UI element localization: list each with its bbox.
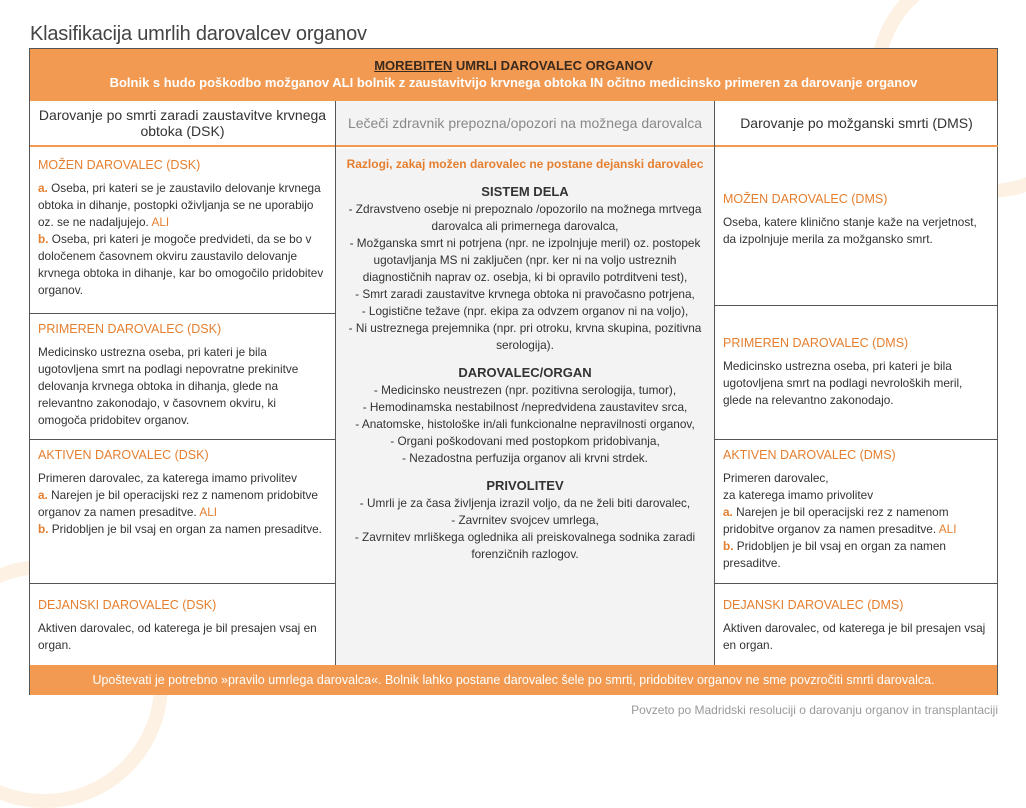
table-header	[30, 49, 997, 101]
list-item: - Zavrnitev svojcev umrlega,	[451, 513, 599, 527]
row-divider	[30, 439, 335, 440]
label-b: b.	[723, 539, 734, 553]
dsk-mozen-b-text: Oseba, pri kateri je mogoče predvideti, da se bo v določenem časovnem okviru zaustavilo delovanje krvnega obtoka in dihanje, kar bo omogočilo pridobitev organov.	[38, 232, 324, 297]
source-note: Povzeto po Madridski resoluciji o darovanju organov in transplantaciji	[631, 703, 998, 717]
dms-mozen-text: Oseba, katere klinično stanje kaže na verjetnost, da izpolnjuje merila za možgansko smrt.	[723, 215, 977, 246]
dms-primeren-title: PRIMEREN DAROVALEC (DMS)	[723, 336, 909, 350]
list-item: - Medicinsko neustrezen (npr. pozitivna serologija, tumor),	[373, 383, 677, 397]
classification-table	[29, 48, 998, 695]
dsk-mozen-text	[38, 180, 327, 299]
footer-note: Upoštevati je potrebno »pravilo umrlega darovalca«. Bolnik lahko postane darovalec šele po smrti, pridobitev organov ne sme povzročiti smrti darovalca.	[30, 665, 997, 695]
ali-label: ALI	[936, 522, 957, 536]
dsk-dejanski-cell	[30, 597, 335, 654]
dms-dejanski-title: DEJANSKI DAROVALEC (DMS)	[723, 598, 904, 612]
dsk-aktiven-a-text: Narejen je bil operacijski rez z namenom pridobitve organov za namen presaditve.	[38, 488, 318, 519]
column-header-dms: Darovanje po možganski smrti (DMS)	[715, 101, 998, 147]
dsk-aktiven-text	[38, 470, 327, 538]
dsk-aktiven-intro: Primeren darovalec, za katerega imamo privolitev	[38, 471, 297, 485]
dms-mozen-title: MOŽEN DAROVALEC (DMS)	[723, 192, 888, 206]
label-a: a.	[723, 505, 733, 519]
row-divider	[715, 439, 998, 440]
ali-label: ALI	[196, 505, 218, 519]
label-b: b.	[38, 232, 49, 246]
dsk-mozen-a-text: Oseba, pri kateri se je zaustavilo delovanje krvnega obtoka in dihanje, postopki oživljanja se ne uporabijo oz. se ne nadaljujejo.	[38, 181, 321, 229]
dms-aktiven-intro1: Primeren darovalec,	[723, 471, 829, 485]
header-title-underlined: MOREBITEN	[374, 58, 453, 73]
header-title	[30, 58, 997, 73]
list-item: - Umrli je za časa življenja izrazil voljo, da ne želi biti darovalec,	[359, 496, 691, 510]
column-header-middle: Lečeči zdravnik prepozna/opozori na možnega darovalca	[336, 101, 714, 147]
row-divider	[30, 313, 335, 314]
dms-dejanski-text: Aktiven darovalec, od katerega je bil presajen vsaj en organ.	[723, 621, 986, 652]
list-item: - Zdravstveno osebje ni prepoznalo /opozorilo na možnega mrtvega darovalca ali primernega darovalca,	[348, 202, 702, 233]
dsk-aktiven-title: AKTIVEN DAROVALEC (DSK)	[38, 448, 209, 462]
column-header-dsk: Darovanje po smrti zaradi zaustavitve krvnega obtoka (DSK)	[30, 101, 335, 147]
dsk-primeren-title: PRIMEREN DAROVALEC (DSK)	[38, 322, 222, 336]
dms-primeren-cell	[715, 335, 998, 409]
label-b: b.	[38, 522, 49, 536]
section-title-darovalec-organ: DAROVALEC/ORGAN	[458, 365, 592, 380]
ali-label: ALI	[148, 215, 170, 229]
section-title-sistem-dela: SISTEM DELA	[481, 184, 569, 199]
dsk-primeren-text: Medicinsko ustrezna oseba, pri kateri je bila ugotovljena smrt na podlagi nepovratne prekinitve delovanja krvnega obtoka in dihanja, glede na relevantno zakonodajo, v časovnem okviru, ki omogoča pridobitev organov.	[38, 345, 299, 427]
reasons-panel	[336, 149, 714, 665]
label-a: a.	[38, 181, 48, 195]
list-item: - Smrt zaradi zaustavitve krvnega obtoka ni pravočasno potrjena,	[355, 287, 695, 301]
list-item: - Zavrnitev mrliškega oglednika ali preiskovalnega sodnika zaradi forenzičnih razlogov.	[354, 530, 696, 561]
dsk-dejanski-text: Aktiven darovalec, od katerega je bil presajen vsaj en organ.	[38, 621, 317, 652]
dms-dejanski-cell	[715, 597, 998, 654]
section-title-privolitev: PRIVOLITEV	[486, 478, 564, 493]
reasons-title: Razlogi, zakaj možen darovalec ne postane dejanski darovalec	[346, 157, 704, 171]
list-item: - Logistične težave (npr. ekipa za odvzem organov ni na voljo),	[361, 304, 689, 318]
row-divider	[30, 583, 335, 584]
page-title: Klasifikacija umrlih darovalcev organov	[30, 23, 367, 46]
row-divider	[715, 305, 998, 306]
header-subtitle: Bolnik s hudo poškodbo možganov ALI bolnik z zaustavitvijo krvnega obtoka IN očitno medicinsko primeren za darovanje organov	[109, 75, 918, 90]
dsk-mozen-title: MOŽEN DAROVALEC (DSK)	[38, 158, 201, 172]
row-divider	[715, 583, 998, 584]
dsk-primeren-cell	[30, 321, 335, 429]
list-item: - Ni ustreznega prejemnika (npr. pri otroku, krvna skupina, pozitivna serologija).	[348, 321, 702, 352]
list-item: - Možganska smrt ni potrjena (npr. ne izpolnjuje meril) oz. postopek ugotavljanja MS ni zaključen (npr. ker ni na voljo ustreznih diagnostičnih naprav oz. osebja, ki bi opravilo potrditveni test),	[349, 236, 701, 284]
dms-mozen-cell	[715, 191, 998, 248]
header-title-rest: UMRLI DAROVALEC ORGANOV	[452, 58, 653, 73]
dsk-aktiven-cell	[30, 447, 335, 538]
dms-primeren-text: Medicinsko ustrezna oseba, pri kateri je bila ugotovljena smrt na podlagi nevroloških meril, glede na relevantno zakonodajo.	[723, 359, 963, 407]
dsk-mozen-cell	[30, 157, 335, 299]
dms-aktiven-a-text: Narejen je bil operacijski rez z namenom pridobitve organov za namen presaditve.	[723, 505, 949, 536]
dms-aktiven-title: AKTIVEN DAROVALEC (DMS)	[723, 448, 896, 462]
list-item: - Nezadostna perfuzija organov ali krvni strdek.	[402, 451, 648, 465]
label-a: a.	[38, 488, 48, 502]
dms-aktiven-cell	[715, 447, 998, 572]
dms-aktiven-intro2: za katerega imamo privolitev	[723, 488, 874, 502]
list-item: - Hemodinamska nestabilnost /nepredvidena zaustavitev srca,	[362, 400, 688, 414]
list-item: - Anatomske, histološke in/ali funkcionalne nepravilnosti organov,	[355, 417, 695, 431]
dms-aktiven-b-text: Pridobljen je bil vsaj en organ za namen presaditve.	[723, 539, 946, 570]
dsk-dejanski-title: DEJANSKI DAROVALEC (DSK)	[38, 598, 217, 612]
list-item: - Organi poškodovani med postopkom pridobivanja,	[390, 434, 660, 448]
dsk-aktiven-b-text: Pridobljen je bil vsaj en organ za namen presaditve.	[48, 522, 322, 536]
dms-aktiven-text	[723, 470, 990, 572]
